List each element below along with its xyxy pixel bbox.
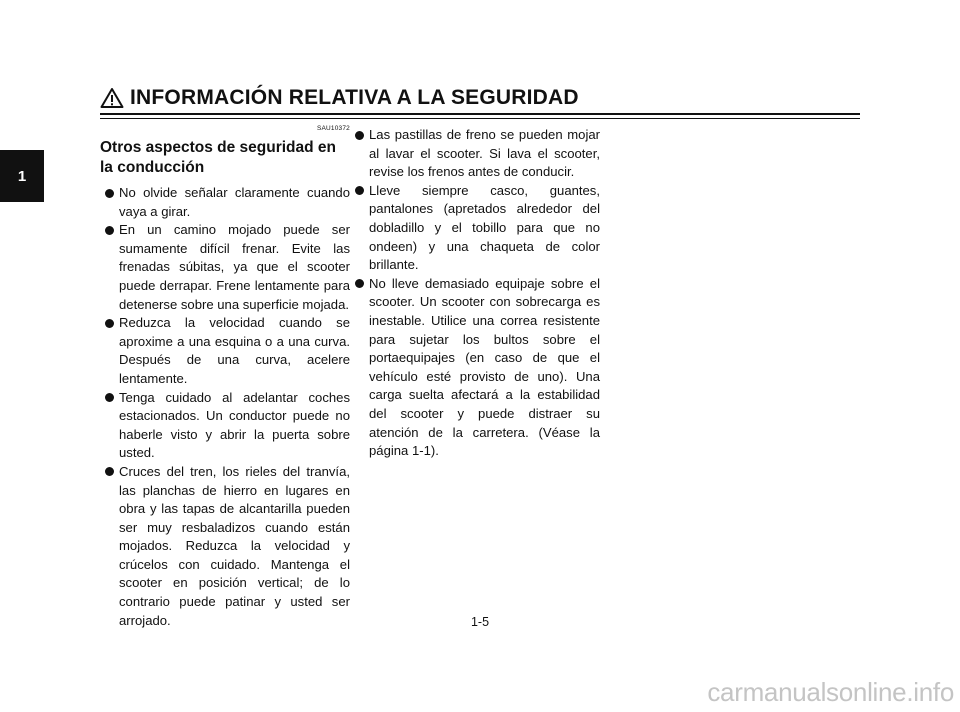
header-title: INFORMACIÓN RELATIVA A LA SEGURIDAD bbox=[130, 86, 579, 109]
bullet-icon bbox=[105, 189, 114, 198]
left-column bbox=[100, 124, 350, 630]
bullet-icon bbox=[355, 186, 364, 195]
list-item-text: No olvide señalar claramente cuando vaya a girar. bbox=[119, 185, 350, 219]
bullet-icon bbox=[105, 393, 114, 402]
list-item bbox=[100, 314, 350, 388]
list-item bbox=[350, 182, 600, 275]
list-item-text: Lleve siempre casco, guantes, pantalones (apretados alrededor del dobladillo y el tobillo para que no ondeen) y una chaqueta de color brillante. bbox=[369, 182, 600, 273]
page-header bbox=[100, 86, 860, 110]
list-item bbox=[350, 126, 600, 182]
bullet-icon bbox=[105, 467, 114, 476]
section-code: SAU10372 bbox=[316, 125, 350, 132]
list-item-text: Las pastillas de freno se pueden mojar al lavar el scooter. Si lava el scooter, revise los frenos antes de conducir. bbox=[369, 127, 600, 180]
list-item bbox=[100, 221, 350, 314]
header-rule-thin bbox=[100, 118, 860, 119]
bullet-icon bbox=[105, 319, 114, 328]
list-item bbox=[100, 184, 350, 221]
bullet-icon bbox=[105, 226, 114, 235]
page-number: 1-5 bbox=[470, 615, 490, 629]
list-item bbox=[350, 275, 600, 461]
chapter-tab: 1 bbox=[0, 150, 44, 202]
list-item-text: Tenga cuidado al adelantar coches estacionados. Un conductor puede no haberle visto y abrir la puerta sobre usted. bbox=[119, 389, 350, 461]
watermark-text: carmanualsonline.info bbox=[707, 677, 954, 707]
list-item bbox=[100, 463, 350, 630]
left-bullet-list bbox=[100, 184, 350, 630]
list-item-text: Reduzca la velocidad cuando se aproxime a una esquina o a una curva. Después de una curva, acelere lentamente. bbox=[119, 315, 350, 386]
list-item bbox=[100, 389, 350, 463]
section-title: Otros aspectos de seguridad en la conducción bbox=[100, 139, 337, 176]
header-title-row bbox=[100, 86, 860, 110]
bullet-icon bbox=[355, 279, 364, 288]
right-bullet-list bbox=[350, 126, 600, 461]
warning-triangle-icon bbox=[100, 87, 124, 109]
list-item-text: Cruces del tren, los rieles del tranvía, las planchas de hierro en lugares en obra y las tapas de alcantarilla pueden ser muy resbaladizos cuando están mojados. Reduzca la velocidad y crúcelos con cuidado. Mantenga el scooter en posición vertical; de lo contrario puede patinar y usted ser arrojado. bbox=[119, 463, 350, 628]
bullet-icon bbox=[355, 131, 364, 140]
header-rule-thick bbox=[100, 113, 860, 115]
list-item-text: No lleve demasiado equipaje sobre el scooter. Un scooter con sobrecarga es inestable. Utilice una correa resistente para sujetar los bultos sobre el portaequipajes (en caso de que el vehículo esté provisto de uno). Una carga suelta afectará a la estabilidad del scooter y puede distraer su atención de la carretera. (Véase la página 1-1). bbox=[369, 275, 600, 459]
right-column bbox=[350, 126, 600, 461]
list-item-text: En un camino mojado puede ser sumamente difícil frenar. Evite las frenadas súbitas, ya que el scooter puede derrapar. Frene lentamente para detenerse sobre una superficie mojada. bbox=[119, 222, 350, 312]
